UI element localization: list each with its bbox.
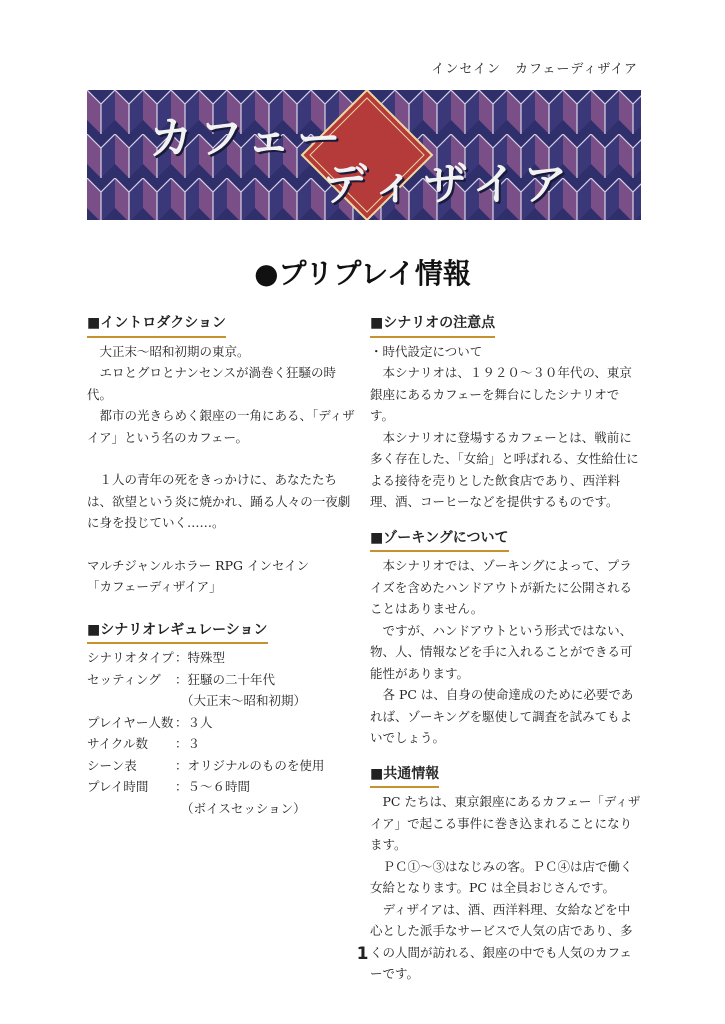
reg-key: サイクル数 bbox=[87, 736, 149, 751]
reg-value: ：特殊型 bbox=[175, 650, 226, 665]
left-column bbox=[87, 312, 359, 819]
right-column bbox=[370, 312, 642, 985]
reg-value: ：３ bbox=[175, 736, 201, 751]
regulation-heading: ■シナリオレギュレーション bbox=[87, 620, 268, 645]
intro-line-1: 大正末〜昭和初期の東京。 bbox=[99, 343, 250, 359]
reg-key: シナリオタイプ bbox=[87, 650, 174, 665]
page-number: 1 bbox=[356, 944, 369, 964]
reg-value: ：５〜６時間 bbox=[175, 779, 251, 794]
notes-heading: ■シナリオの注意点 bbox=[370, 313, 495, 338]
table-row bbox=[87, 798, 324, 820]
table-row bbox=[87, 669, 324, 691]
title-banner bbox=[87, 90, 641, 220]
running-header: インセイン カフェーディザイア bbox=[431, 62, 638, 77]
table-row bbox=[87, 755, 324, 777]
page-title: ●プリプレイ情報 bbox=[254, 257, 471, 290]
reg-value: ：３人 bbox=[175, 714, 213, 730]
zoking-paragraph-3: 各 PC は、自身の使命達成のために必要であれば、ゾーキングを駆使して調査を試みてもよいでしょう。 bbox=[370, 687, 634, 745]
zoking-paragraph-1: 本シナリオでは、ゾーキングによって、プライズを含めたハンドアウトが新たに公開されることはありません。 bbox=[370, 558, 633, 616]
regulation-table bbox=[87, 647, 324, 819]
credit-line-1: マルチジャンルホラー RPG インセイン bbox=[87, 557, 310, 573]
notes-paragraph-2: 本シナリオに登場するカフェーとは、戦前に多く存在した、「女給」と呼ばれる、女性給仕による接待を売りとした飲食店であり、西洋料理、酒、コーヒーなどを提供するものです。 bbox=[370, 429, 639, 509]
reg-value: ：狂騒の二十年代 bbox=[175, 671, 276, 687]
table-row bbox=[87, 733, 324, 755]
common-paragraph-2: ＰＣ①〜③はなじみの客。ＰＣ④は店で働く女給となります。PC は全員おじさんです。 bbox=[370, 858, 633, 895]
banner-title-line2: ディザイア bbox=[323, 159, 576, 210]
reg-key: セッティング bbox=[87, 671, 161, 687]
table-row bbox=[87, 690, 324, 712]
intro-heading: ■イントロダクション bbox=[87, 313, 226, 338]
intro-line-2: エロとグロとナンセンスが渦巻く狂騒の時代。 bbox=[87, 365, 337, 402]
intro-line-3: 都市の光きらめく銀座の一角にある、「ディザイア」という名のカフェー。 bbox=[87, 408, 355, 445]
intro-paragraph-2: １人の青年の死をきっかけに、あなたたちは、欲望という炎に焼かれ、踊る人々の一夜劇に身を投じていく……。 bbox=[87, 472, 351, 530]
credit-line-2: 「カフェーディザイア」 bbox=[87, 579, 222, 594]
table-row bbox=[87, 712, 324, 734]
reg-sub: （大正末〜昭和初期） bbox=[181, 693, 307, 708]
notes-subheading: ・時代設定について bbox=[370, 343, 483, 359]
table-row bbox=[87, 776, 324, 798]
common-paragraph-1: PC たちは、東京銀座にあるカフェー「ディザイア」で起こる事件に巻き込まれることになります。 bbox=[370, 794, 641, 852]
reg-key: シーン表 bbox=[87, 757, 137, 773]
zoking-heading: ■ゾーキングについて bbox=[370, 528, 509, 553]
common-heading: ■共通情報 bbox=[370, 764, 439, 789]
notes-paragraph-1: 本シナリオは、１９２０〜３０年代の、東京銀座にあるカフェーを舞台にしたシナリオです。 bbox=[370, 365, 632, 423]
table-row bbox=[87, 647, 324, 669]
zoking-paragraph-2: ですが、ハンドアウトという形式ではない、物、人、情報などを手に入れることができる可能性があります。 bbox=[370, 622, 633, 681]
reg-key: プレイ時間 bbox=[87, 779, 149, 794]
banner-title-line1: カフェー bbox=[149, 113, 347, 164]
reg-sub: （ボイスセッション） bbox=[181, 800, 306, 816]
reg-key: プレイヤー人数 bbox=[87, 714, 174, 730]
reg-value: ：オリジナルのものを使用 bbox=[175, 757, 325, 773]
common-paragraph-3: ディザイアは、酒、西洋料理、女給などを中心とした派手なサービスで人気の店であり、多くの人間が訪れる、銀座の中でも人気のカフェーです。 bbox=[370, 901, 633, 981]
